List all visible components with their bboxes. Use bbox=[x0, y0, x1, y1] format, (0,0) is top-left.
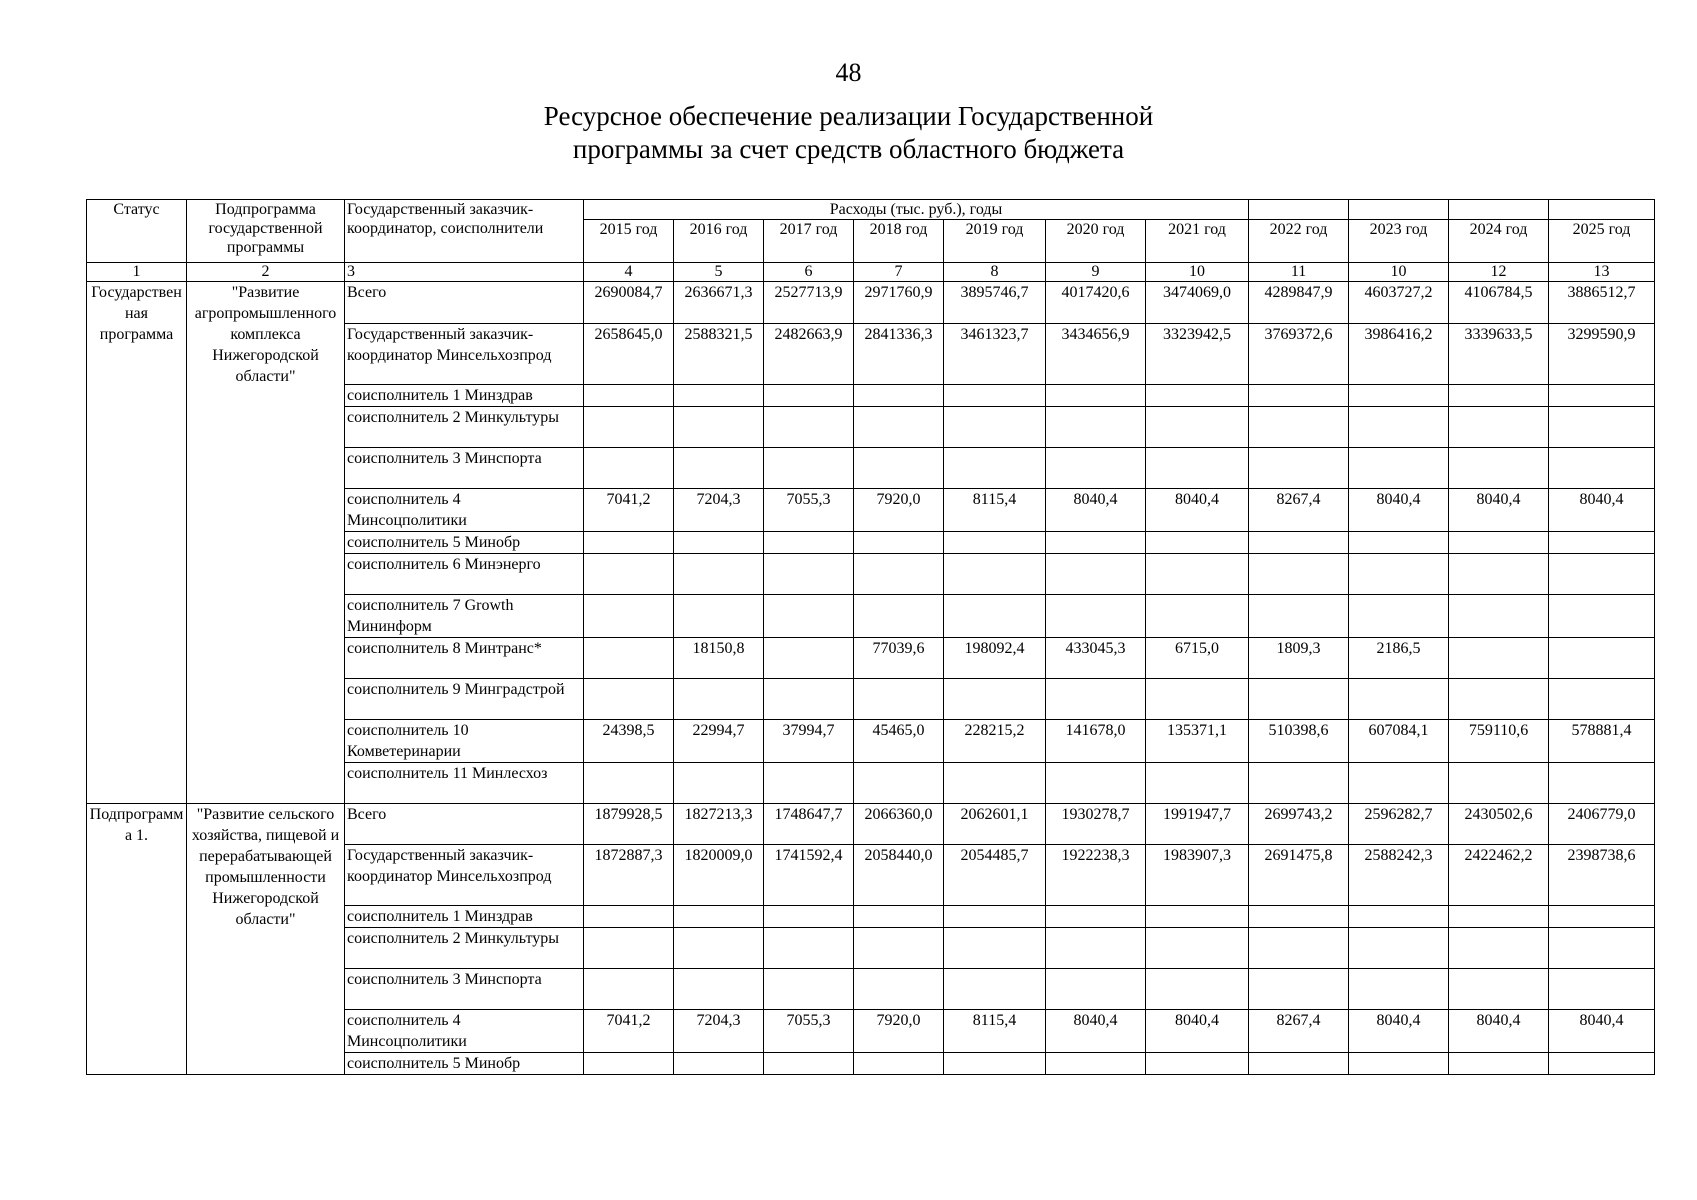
row-label: соисполнитель 11 Минлесхоз bbox=[345, 763, 584, 804]
value-cell: 2596282,7 bbox=[1349, 804, 1449, 845]
value-cell bbox=[854, 928, 944, 969]
value-cell bbox=[584, 638, 674, 679]
row-label: соисполнитель 8 Минтранс* bbox=[345, 638, 584, 679]
value-cell bbox=[1549, 1053, 1655, 1075]
year-header: 2016 год bbox=[674, 220, 764, 263]
year-header: 2023 год bbox=[1349, 220, 1449, 263]
value-cell: 1741592,4 bbox=[764, 845, 854, 906]
value-cell bbox=[1349, 928, 1449, 969]
year-header: 2022 год bbox=[1249, 220, 1349, 263]
year-header: 2025 год bbox=[1549, 220, 1655, 263]
section-name: "Развитие агропромышленного комплекса Нижегородской области" bbox=[187, 282, 345, 804]
value-cell bbox=[1349, 969, 1449, 1010]
value-cell bbox=[584, 928, 674, 969]
value-cell: 18150,8 bbox=[674, 638, 764, 679]
value-cell bbox=[1349, 763, 1449, 804]
value-cell: 2406779,0 bbox=[1549, 804, 1655, 845]
value-cell bbox=[1449, 407, 1549, 448]
value-cell: 8040,4 bbox=[1349, 489, 1449, 532]
value-cell bbox=[1146, 928, 1249, 969]
value-cell: 8267,4 bbox=[1249, 489, 1349, 532]
value-cell: 1991947,7 bbox=[1146, 804, 1249, 845]
title-line-2: программы за счет средств областного бюджета bbox=[572, 134, 1125, 164]
value-cell bbox=[1046, 906, 1146, 928]
value-cell bbox=[584, 906, 674, 928]
value-cell bbox=[1146, 407, 1249, 448]
value-cell bbox=[1549, 763, 1655, 804]
value-cell bbox=[1549, 928, 1655, 969]
column-number: 13 bbox=[1549, 263, 1655, 282]
value-cell bbox=[674, 763, 764, 804]
row-label: соисполнитель 4 Минсоцполитики bbox=[345, 1010, 584, 1053]
value-cell bbox=[1449, 385, 1549, 407]
value-cell bbox=[1249, 1053, 1349, 1075]
value-cell: 433045,3 bbox=[1046, 638, 1146, 679]
value-cell bbox=[854, 906, 944, 928]
value-cell: 1748647,7 bbox=[764, 804, 854, 845]
value-cell bbox=[764, 407, 854, 448]
header-empty-cell bbox=[1249, 200, 1349, 220]
value-cell bbox=[1146, 448, 1249, 489]
column-number: 2 bbox=[187, 263, 345, 282]
value-cell: 3461323,7 bbox=[944, 324, 1046, 385]
value-cell bbox=[1249, 448, 1349, 489]
value-cell bbox=[1146, 763, 1249, 804]
value-cell: 3323942,5 bbox=[1146, 324, 1249, 385]
value-cell: 4603727,2 bbox=[1349, 282, 1449, 324]
row-label: соисполнитель 1 Минздрав bbox=[345, 906, 584, 928]
row-label: соисполнитель 6 Минэнерго bbox=[345, 554, 584, 595]
value-cell: 8040,4 bbox=[1449, 1010, 1549, 1053]
value-cell: 45465,0 bbox=[854, 720, 944, 763]
row-label: Всего bbox=[345, 804, 584, 845]
value-cell: 1809,3 bbox=[1249, 638, 1349, 679]
value-cell bbox=[764, 969, 854, 1010]
value-cell: 141678,0 bbox=[1046, 720, 1146, 763]
value-cell bbox=[1449, 969, 1549, 1010]
value-cell bbox=[1449, 595, 1549, 638]
value-cell bbox=[1449, 638, 1549, 679]
column-number: 6 bbox=[764, 263, 854, 282]
year-header: 2020 год bbox=[1046, 220, 1146, 263]
value-cell: 1922238,3 bbox=[1046, 845, 1146, 906]
value-cell bbox=[764, 554, 854, 595]
column-number: 5 bbox=[674, 263, 764, 282]
value-cell bbox=[1449, 554, 1549, 595]
value-cell bbox=[1449, 532, 1549, 554]
value-cell bbox=[1549, 554, 1655, 595]
column-number: 1 bbox=[87, 263, 187, 282]
value-cell bbox=[1146, 595, 1249, 638]
value-cell: 3986416,2 bbox=[1349, 324, 1449, 385]
value-cell bbox=[764, 928, 854, 969]
row-label: соисполнитель 1 Минздрав bbox=[345, 385, 584, 407]
row-label: соисполнитель 5 Минобр bbox=[345, 532, 584, 554]
value-cell: 4017420,6 bbox=[1046, 282, 1146, 324]
value-cell bbox=[584, 554, 674, 595]
year-header: 2018 год bbox=[854, 220, 944, 263]
value-cell bbox=[674, 969, 764, 1010]
value-cell bbox=[944, 407, 1046, 448]
row-label: соисполнитель 9 Минградстрой bbox=[345, 679, 584, 720]
value-cell bbox=[1249, 679, 1349, 720]
value-cell: 8040,4 bbox=[1046, 1010, 1146, 1053]
value-cell bbox=[1249, 554, 1349, 595]
value-cell bbox=[854, 385, 944, 407]
row-label: соисполнитель 10 Комветеринарии bbox=[345, 720, 584, 763]
value-cell: 198092,4 bbox=[944, 638, 1046, 679]
value-cell bbox=[1449, 928, 1549, 969]
value-cell bbox=[1349, 448, 1449, 489]
value-cell: 4289847,9 bbox=[1249, 282, 1349, 324]
header-empty-cell bbox=[1549, 200, 1655, 220]
value-cell bbox=[764, 385, 854, 407]
value-cell bbox=[1046, 532, 1146, 554]
value-cell: 2066360,0 bbox=[854, 804, 944, 845]
column-number: 8 bbox=[944, 263, 1046, 282]
value-cell bbox=[1146, 385, 1249, 407]
value-cell: 8040,4 bbox=[1146, 489, 1249, 532]
column-number: 10 bbox=[1349, 263, 1449, 282]
value-cell bbox=[1549, 385, 1655, 407]
value-cell bbox=[854, 1053, 944, 1075]
header-expenses: Расходы (тыс. руб.), годы bbox=[584, 200, 1249, 220]
value-cell: 8040,4 bbox=[1449, 489, 1549, 532]
value-cell bbox=[674, 906, 764, 928]
budget-table-body bbox=[87, 282, 1655, 1075]
value-cell: 22994,7 bbox=[674, 720, 764, 763]
year-header: 2015 год bbox=[584, 220, 674, 263]
value-cell bbox=[854, 679, 944, 720]
value-cell bbox=[1549, 448, 1655, 489]
header-customer: Государственный заказчик-координатор, соисполнители bbox=[345, 200, 584, 263]
row-label: соисполнитель 3 Минспорта bbox=[345, 448, 584, 489]
value-cell bbox=[1249, 532, 1349, 554]
value-cell: 7920,0 bbox=[854, 1010, 944, 1053]
value-cell: 8040,4 bbox=[1046, 489, 1146, 532]
value-cell bbox=[584, 1053, 674, 1075]
value-cell: 1827213,3 bbox=[674, 804, 764, 845]
value-cell bbox=[854, 532, 944, 554]
value-cell bbox=[674, 407, 764, 448]
value-cell bbox=[1349, 906, 1449, 928]
header-empty-cell bbox=[1349, 200, 1449, 220]
column-number: 9 bbox=[1046, 263, 1146, 282]
value-cell bbox=[1349, 532, 1449, 554]
value-cell: 7041,2 bbox=[584, 1010, 674, 1053]
value-cell: 607084,1 bbox=[1349, 720, 1449, 763]
column-number: 4 bbox=[584, 263, 674, 282]
value-cell: 2058440,0 bbox=[854, 845, 944, 906]
row-label: Всего bbox=[345, 282, 584, 324]
column-number: 7 bbox=[854, 263, 944, 282]
value-cell bbox=[1349, 554, 1449, 595]
value-cell: 3434656,9 bbox=[1046, 324, 1146, 385]
value-cell bbox=[1046, 385, 1146, 407]
value-cell: 8040,4 bbox=[1146, 1010, 1249, 1053]
value-cell: 2690084,7 bbox=[584, 282, 674, 324]
value-cell bbox=[1449, 1053, 1549, 1075]
value-cell: 759110,6 bbox=[1449, 720, 1549, 763]
value-cell: 2658645,0 bbox=[584, 324, 674, 385]
value-cell: 8267,4 bbox=[1249, 1010, 1349, 1053]
value-cell: 135371,1 bbox=[1146, 720, 1249, 763]
value-cell: 2186,5 bbox=[1349, 638, 1449, 679]
value-cell bbox=[854, 448, 944, 489]
page-number: 48 bbox=[835, 58, 862, 87]
value-cell: 6715,0 bbox=[1146, 638, 1249, 679]
value-cell bbox=[764, 532, 854, 554]
year-header: 2024 год bbox=[1449, 220, 1549, 263]
value-cell: 3886512,7 bbox=[1549, 282, 1655, 324]
value-cell bbox=[674, 595, 764, 638]
value-cell bbox=[1249, 385, 1349, 407]
column-number: 12 bbox=[1449, 263, 1549, 282]
value-cell: 2841336,3 bbox=[854, 324, 944, 385]
value-cell bbox=[764, 638, 854, 679]
section-status: Подпрограмма 1. bbox=[87, 804, 187, 1075]
value-cell: 2482663,9 bbox=[764, 324, 854, 385]
value-cell bbox=[944, 679, 1046, 720]
value-cell: 2422462,2 bbox=[1449, 845, 1549, 906]
value-cell bbox=[1046, 554, 1146, 595]
value-cell: 228215,2 bbox=[944, 720, 1046, 763]
value-cell: 2054485,7 bbox=[944, 845, 1046, 906]
value-cell bbox=[584, 407, 674, 448]
value-cell bbox=[1249, 906, 1349, 928]
value-cell bbox=[1349, 679, 1449, 720]
value-cell: 4106784,5 bbox=[1449, 282, 1549, 324]
value-cell: 37994,7 bbox=[764, 720, 854, 763]
section-name: "Развитие сельского хозяйства, пищевой и перерабатывающей промышленности Нижегородской области" bbox=[187, 804, 345, 1075]
value-cell bbox=[1349, 407, 1449, 448]
table-row bbox=[87, 804, 1655, 845]
value-cell: 8040,4 bbox=[1549, 489, 1655, 532]
value-cell: 7055,3 bbox=[764, 489, 854, 532]
value-cell bbox=[764, 448, 854, 489]
year-header: 2017 год bbox=[764, 220, 854, 263]
value-cell bbox=[764, 595, 854, 638]
value-cell: 8115,4 bbox=[944, 489, 1046, 532]
value-cell: 1983907,3 bbox=[1146, 845, 1249, 906]
column-number: 11 bbox=[1249, 263, 1349, 282]
section-status: Государственная программа bbox=[87, 282, 187, 804]
row-label: соисполнитель 2 Минкультуры bbox=[345, 407, 584, 448]
value-cell: 2062601,1 bbox=[944, 804, 1046, 845]
value-cell: 7041,2 bbox=[584, 489, 674, 532]
value-cell bbox=[854, 554, 944, 595]
value-cell bbox=[1249, 928, 1349, 969]
row-label: Государственный заказчик-координатор Минсельхозпрод bbox=[345, 845, 584, 906]
value-cell bbox=[584, 595, 674, 638]
value-cell bbox=[854, 763, 944, 804]
value-cell bbox=[674, 679, 764, 720]
value-cell bbox=[854, 595, 944, 638]
value-cell bbox=[584, 763, 674, 804]
value-cell bbox=[1449, 763, 1549, 804]
value-cell: 2588242,3 bbox=[1349, 845, 1449, 906]
value-cell: 1820009,0 bbox=[674, 845, 764, 906]
value-cell: 7055,3 bbox=[764, 1010, 854, 1053]
value-cell: 2430502,6 bbox=[1449, 804, 1549, 845]
value-cell: 2398738,6 bbox=[1549, 845, 1655, 906]
value-cell bbox=[1549, 532, 1655, 554]
value-cell bbox=[944, 969, 1046, 1010]
value-cell: 3895746,7 bbox=[944, 282, 1046, 324]
value-cell bbox=[1549, 679, 1655, 720]
value-cell: 2588321,5 bbox=[674, 324, 764, 385]
value-cell bbox=[1549, 595, 1655, 638]
value-cell bbox=[1549, 638, 1655, 679]
table-row bbox=[87, 282, 1655, 324]
value-cell bbox=[674, 385, 764, 407]
value-cell bbox=[764, 763, 854, 804]
value-cell bbox=[944, 763, 1046, 804]
header-status: Статус bbox=[87, 200, 187, 263]
value-cell bbox=[1046, 448, 1146, 489]
title-line-1: Ресурсное обеспечение реализации Государственной bbox=[543, 101, 1154, 131]
value-cell: 2636671,3 bbox=[674, 282, 764, 324]
value-cell bbox=[1249, 763, 1349, 804]
value-cell: 1872887,3 bbox=[584, 845, 674, 906]
value-cell bbox=[944, 906, 1046, 928]
value-cell bbox=[1549, 969, 1655, 1010]
value-cell bbox=[1449, 679, 1549, 720]
value-cell bbox=[1349, 595, 1449, 638]
column-number: 10 bbox=[1146, 263, 1249, 282]
value-cell: 2527713,9 bbox=[764, 282, 854, 324]
value-cell bbox=[584, 448, 674, 489]
value-cell: 2971760,9 bbox=[854, 282, 944, 324]
value-cell: 1930278,7 bbox=[1046, 804, 1146, 845]
value-cell bbox=[1146, 1053, 1249, 1075]
value-cell bbox=[1249, 969, 1349, 1010]
value-cell bbox=[764, 906, 854, 928]
value-cell bbox=[1046, 1053, 1146, 1075]
value-cell: 7204,3 bbox=[674, 489, 764, 532]
value-cell bbox=[674, 1053, 764, 1075]
value-cell: 3769372,6 bbox=[1249, 324, 1349, 385]
page-title bbox=[0, 100, 1697, 166]
value-cell bbox=[1549, 906, 1655, 928]
value-cell bbox=[764, 679, 854, 720]
value-cell bbox=[1046, 928, 1146, 969]
value-cell bbox=[674, 928, 764, 969]
value-cell bbox=[1146, 679, 1249, 720]
value-cell: 2691475,8 bbox=[1249, 845, 1349, 906]
value-cell: 3474069,0 bbox=[1146, 282, 1249, 324]
value-cell bbox=[1146, 969, 1249, 1010]
header-subprogram: Подпрограмма государственной программы bbox=[187, 200, 345, 263]
value-cell bbox=[1249, 595, 1349, 638]
value-cell bbox=[854, 407, 944, 448]
value-cell bbox=[944, 928, 1046, 969]
value-cell: 578881,4 bbox=[1549, 720, 1655, 763]
column-number: 3 bbox=[345, 263, 584, 282]
value-cell: 3339633,5 bbox=[1449, 324, 1549, 385]
row-label: соисполнитель 3 Минспорта bbox=[345, 969, 584, 1010]
value-cell bbox=[1046, 763, 1146, 804]
value-cell bbox=[1046, 969, 1146, 1010]
value-cell bbox=[1046, 595, 1146, 638]
value-cell: 510398,6 bbox=[1249, 720, 1349, 763]
value-cell bbox=[1349, 385, 1449, 407]
value-cell bbox=[1146, 906, 1249, 928]
value-cell bbox=[854, 969, 944, 1010]
value-cell bbox=[1146, 554, 1249, 595]
value-cell bbox=[944, 595, 1046, 638]
value-cell bbox=[944, 554, 1046, 595]
value-cell: 8040,4 bbox=[1549, 1010, 1655, 1053]
value-cell bbox=[674, 532, 764, 554]
value-cell bbox=[764, 1053, 854, 1075]
value-cell bbox=[584, 385, 674, 407]
value-cell bbox=[674, 554, 764, 595]
value-cell bbox=[674, 448, 764, 489]
value-cell bbox=[1146, 532, 1249, 554]
value-cell: 8115,4 bbox=[944, 1010, 1046, 1053]
value-cell bbox=[584, 532, 674, 554]
header-empty-cell bbox=[1449, 200, 1549, 220]
value-cell bbox=[584, 969, 674, 1010]
value-cell bbox=[1249, 407, 1349, 448]
value-cell: 3299590,9 bbox=[1549, 324, 1655, 385]
value-cell: 1879928,5 bbox=[584, 804, 674, 845]
value-cell bbox=[1449, 906, 1549, 928]
value-cell: 7204,3 bbox=[674, 1010, 764, 1053]
value-cell bbox=[944, 1053, 1046, 1075]
value-cell bbox=[944, 385, 1046, 407]
value-cell: 2699743,2 bbox=[1249, 804, 1349, 845]
value-cell: 77039,6 bbox=[854, 638, 944, 679]
row-label: соисполнитель 7 Growth Мининформ bbox=[345, 595, 584, 638]
row-label: Государственный заказчик-координатор Минсельхозпрод bbox=[345, 324, 584, 385]
year-header: 2021 год bbox=[1146, 220, 1249, 263]
value-cell: 7920,0 bbox=[854, 489, 944, 532]
value-cell bbox=[1046, 679, 1146, 720]
column-numbers-row bbox=[87, 263, 1655, 282]
value-cell bbox=[944, 532, 1046, 554]
row-label: соисполнитель 2 Минкультуры bbox=[345, 928, 584, 969]
row-label: соисполнитель 5 Минобр bbox=[345, 1053, 584, 1075]
value-cell: 8040,4 bbox=[1349, 1010, 1449, 1053]
value-cell bbox=[584, 679, 674, 720]
row-label: соисполнитель 4 Минсоцполитики bbox=[345, 489, 584, 532]
value-cell bbox=[944, 448, 1046, 489]
value-cell bbox=[1046, 407, 1146, 448]
value-cell bbox=[1449, 448, 1549, 489]
value-cell: 24398,5 bbox=[584, 720, 674, 763]
value-cell bbox=[1549, 407, 1655, 448]
budget-table bbox=[86, 199, 1655, 1075]
year-header: 2019 год bbox=[944, 220, 1046, 263]
value-cell bbox=[1349, 1053, 1449, 1075]
